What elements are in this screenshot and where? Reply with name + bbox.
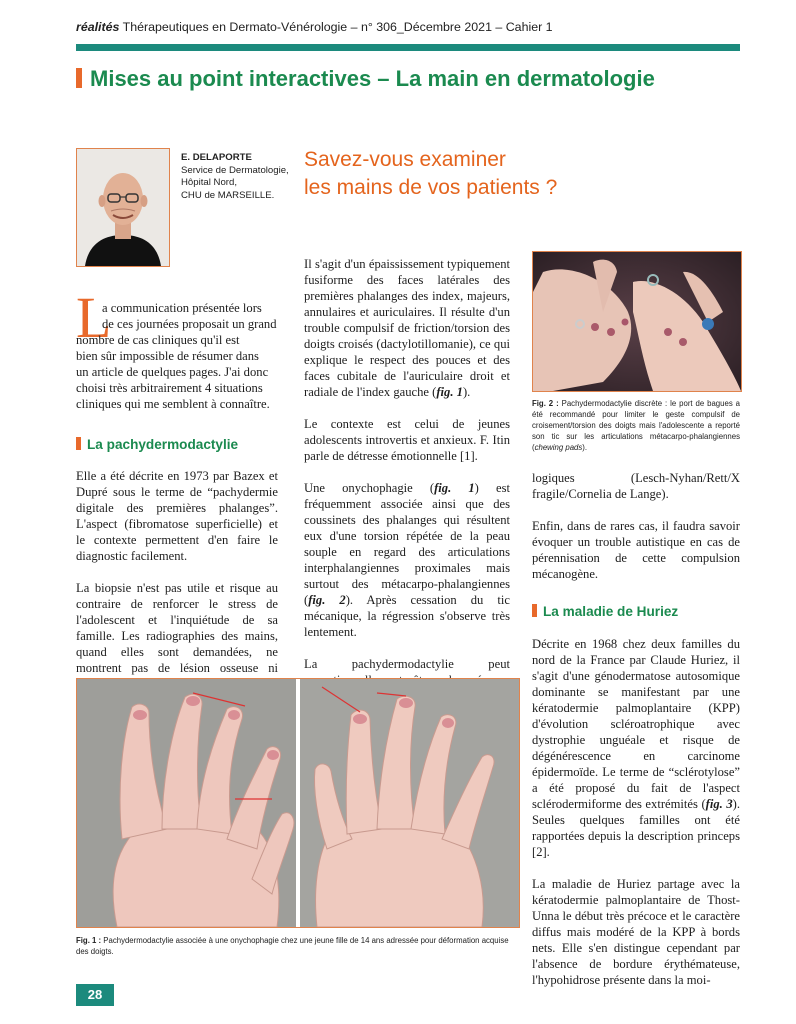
- section-heading-text: La pachydermodactylie: [87, 437, 239, 452]
- text-run: ) est fréquemment associée ainsi que des coussinets des phalanges qui résultent eux d'une torsion répétée de la peau souple en regard des articulations interphalangiennes proximales mais surtout des métacarpo-phalangiennes (: [304, 481, 510, 607]
- figure-reference: fig. 2: [308, 593, 346, 607]
- hands-photo: [77, 679, 519, 927]
- text-run: Pachydermodactylie discrète : le port de bagues a été recommandé pour limiter le geste compulsif de croisement/torsion des doigts mais l'adolescente a reporté son tic sur les articulations métacarpo-phalangiennes (: [532, 399, 740, 452]
- paragraph: Elle a été décrite en 1973 par Bazex et Dupré sous le terme de “pachydermie digitale des premières phalanges”. L'aspect (fibromatose superficielle) et le contexte permettent d'en faire le diagnostic facilement.: [76, 469, 278, 563]
- article-title-line: les mains de vos patients ?: [304, 176, 558, 199]
- title-marker: [76, 68, 82, 88]
- author-name: E. DELAPORTE: [181, 152, 252, 163]
- paragraph: logiques (Lesch-Nyhan/Rett/X fragile/Cornelia de Lange).: [532, 471, 740, 501]
- paragraph: [304, 256, 510, 400]
- figure-1-caption: [76, 935, 522, 957]
- article-title: [304, 146, 557, 202]
- text-run: ).: [582, 443, 588, 452]
- section-heading-text: La maladie de Huriez: [543, 604, 679, 619]
- text-run: Il s'agit d'un épaississement typiquement fusiforme des faces latérales des premières phalanges des index, majeurs, annulaires et auriculaires. Il résulte d'un trouble compulsif de friction/torsion des doigts croisés (dactylotillomanie), ce qui explique le respect des pouces et des faces cubitale de l'auriculaire droit et radiale de l'index gauche (: [304, 257, 510, 399]
- article-title-line: Savez-vous examiner: [304, 148, 506, 171]
- paragraph: La biopsie n'est pas utile et risque au contraire de renforcer le stress de l'adolescent et l'inquiétude de sa famille. Les radiographies des mains, quand elles sont demandées, ne montrent pas de lésion osseuse ni: [76, 581, 278, 675]
- section-title: [76, 66, 655, 92]
- heading-marker: [76, 437, 81, 450]
- intro-line: un article de quelques pages. J'ai donc: [76, 365, 269, 379]
- author-portrait-illustration: [77, 149, 169, 266]
- section-heading: [76, 437, 238, 452]
- intro-line: cliniques qui me semblent à connaître.: [76, 397, 270, 411]
- column-1-body: [76, 468, 278, 708]
- section-heading: [532, 604, 678, 619]
- intro-line: bien sûr impossible de résumer dans: [76, 349, 259, 363]
- column-2-body: [304, 256, 510, 736]
- figure-2-caption: [532, 398, 740, 453]
- intro-line: a communication présentée lors: [102, 301, 262, 315]
- paragraph: La maladie de Huriez partage avec la kératodermie palmoplantaire de Thost-Unna le début très précoce et le caractère diffus mais modéré de la KPP à bords nets. Elle s'en distingue cependant par l'absence de bordure érythémateuse, l'hypohidrose présente dans la moi-: [532, 877, 740, 987]
- intro-paragraph: [76, 300, 278, 412]
- intro-line: de ces journées proposait un grand: [102, 317, 277, 331]
- text-run: ). Après cessation du tic mécanique, la régression s'observe très lentement.: [304, 593, 510, 639]
- text-run: ).: [462, 385, 471, 399]
- paragraph: [304, 480, 510, 640]
- text-run: Décrite en 1968 chez deux familles du nord de la France par Claude Huriez, il s'agit d'une génodermatose autosomique dominante se manifestant par une kératodermie palmoplantaire (KPP) d'évolution sclérοatrophique avec dystrophie unguéale et risque de dégénérescence en carcinome épidermoïde. Le terme de “sclérotylose” a été proposé du fait de l'aspect sclérodermiforme des extrémités (: [532, 637, 740, 811]
- column-3-body: [532, 470, 740, 598]
- figure-reference: fig. 1: [436, 385, 463, 399]
- paragraph: Le contexte est celui de jeunes adolescents introvertis et anxieux. F. Itin parle de détresse émotionnelle [1].: [304, 417, 510, 463]
- figure-2-image: [532, 251, 742, 392]
- paragraph: Enfin, dans de rares cas, il faudra savoir évoquer un trouble autistique en cas de pérennisation de cette compulsion mécanogène.: [532, 519, 740, 581]
- author-affiliation-line: Hôpital Nord,: [181, 177, 237, 189]
- heading-marker: [532, 604, 537, 617]
- column-3-body-continued: [532, 636, 740, 1004]
- author-affiliation-line: CHU de MARSEILLE.: [181, 189, 275, 201]
- section-title-text: Mises au point interactives – La main en dermatologie: [90, 66, 655, 91]
- text-run: ). Seules quelques familles ont été rapportées depuis la description princeps [2].: [532, 797, 740, 859]
- paragraph: [532, 636, 740, 860]
- journal-issue: Thérapeutiques en Dermato-Vénérologie – n° 306_Décembre 2021 – Cahier 1: [119, 20, 553, 34]
- hands-with-rings-photo: [533, 252, 741, 391]
- figure-label: Fig. 1 :: [76, 936, 102, 945]
- text-run: Une onychophagie (: [304, 481, 435, 495]
- running-header: [76, 20, 553, 34]
- intro-line: choisi très arbitrairement 4 situations: [76, 381, 263, 395]
- page-number: 28: [76, 984, 114, 1006]
- paragraph: La pachydermodactylie peut: [304, 657, 510, 671]
- author-affiliation-line: Service de Dermatologie,: [181, 164, 289, 176]
- journal-name: réalités: [76, 20, 120, 34]
- text-run: Pachydermodactylie associée à une onychophagie chez une jeune fille de 14 ans adressée pour déformation acquise des doigts.: [76, 936, 509, 956]
- text-run: chewing pads: [534, 443, 583, 452]
- intro-line: nombre de cas cliniques qu'il est: [76, 333, 240, 347]
- figure-label: Fig. 2 :: [532, 399, 559, 408]
- author-photo: [76, 148, 170, 267]
- drop-cap: L: [76, 285, 112, 350]
- figure-1-image: [76, 678, 520, 928]
- header-rule: [76, 44, 740, 51]
- figure-reference: fig. 3: [705, 797, 733, 811]
- figure-reference: fig. 1: [434, 481, 475, 495]
- author-info: [181, 152, 289, 202]
